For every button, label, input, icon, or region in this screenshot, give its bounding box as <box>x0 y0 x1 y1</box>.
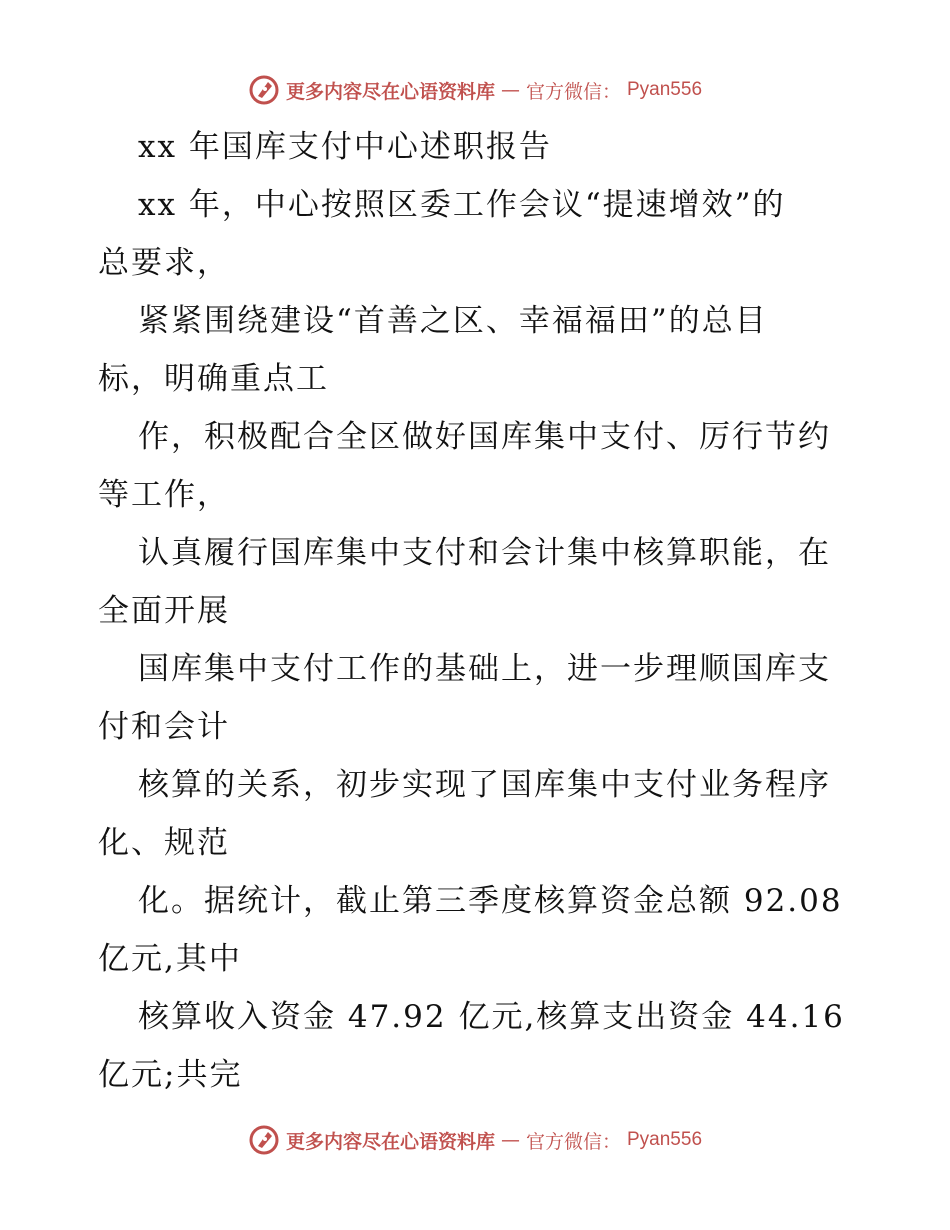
banner-wechat-id: Pyan556 <box>627 79 703 100</box>
paragraph-line: xx 年国库支付中心述职报告 <box>138 129 552 165</box>
banner-separator: — <box>500 79 520 101</box>
paragraph-line: 核算收入资金 47.92 亿元,核算支出资金 44.16 <box>138 999 845 1035</box>
paragraph-line: 标，明确重点工 <box>98 361 329 397</box>
header-banner <box>0 70 950 110</box>
paragraph-line: 全面开展 <box>98 593 230 629</box>
paragraph-line: 亿元,其中 <box>98 941 242 977</box>
banner-wechat-label: 官方微信： <box>525 1130 621 1153</box>
footer-banner <box>0 1120 950 1160</box>
paragraph-line: 等工作， <box>98 477 230 513</box>
paragraph-line: 化、规范 <box>98 825 230 861</box>
paragraph-line: 作，积极配合全区做好国库集中支付、厉行节约 <box>138 419 831 455</box>
paragraph-line: 化。据统计，截止第三季度核算资金总额 92.08 <box>138 883 843 919</box>
banner-wechat-id: Pyan556 <box>627 1129 703 1150</box>
banner-wechat-label: 官方微信： <box>525 80 621 103</box>
banner-main-text: 更多内容尽在心语资料库 <box>285 1130 495 1153</box>
paragraph-line: 付和会计 <box>98 709 230 745</box>
pen-nib-logo-icon <box>248 1124 280 1156</box>
document-body <box>98 118 858 1104</box>
banner-main-text: 更多内容尽在心语资料库 <box>285 80 495 103</box>
banner-separator: — <box>500 1129 520 1151</box>
paragraph-line: 总要求， <box>98 245 230 281</box>
pen-nib-logo-icon <box>248 74 280 106</box>
paragraph-line: 亿元;共完 <box>98 1057 243 1093</box>
paragraph-line: 认真履行国库集中支付和会计集中核算职能，在 <box>138 535 831 571</box>
paragraph-line: 核算的关系，初步实现了国库集中支付业务程序 <box>138 767 831 803</box>
paragraph-line: 紧紧围绕建设“首善之区、幸福福田”的总目 <box>138 303 768 339</box>
paragraph-line: 国库集中支付工作的基础上，进一步理顺国库支 <box>138 651 831 687</box>
paragraph-line: xx 年，中心按照区委工作会议“提速增效”的 <box>138 187 786 223</box>
